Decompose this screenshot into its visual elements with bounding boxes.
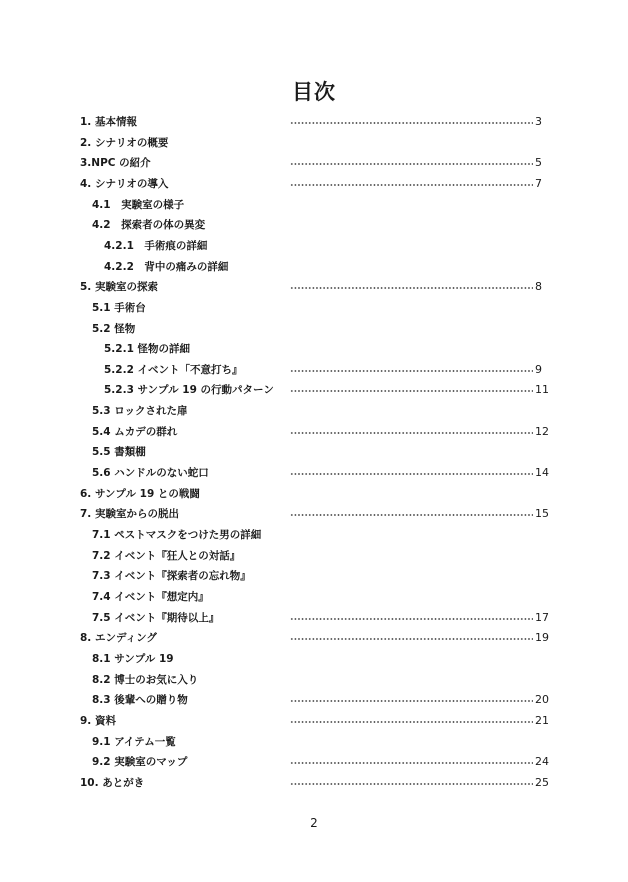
- toc-entry-label: 5.5 書類棚: [92, 446, 146, 459]
- dot-leader: [290, 184, 533, 186]
- toc-entry-label: 4.2.1 手術痕の詳細: [104, 239, 208, 252]
- toc-entry-page: 5: [535, 156, 542, 170]
- toc-entry[interactable]: [0, 277, 628, 297]
- toc-entry-label: 5.2 怪物: [92, 322, 136, 335]
- toc-entry[interactable]: [0, 380, 628, 400]
- toc-entry[interactable]: [0, 463, 628, 483]
- dot-leader: [290, 514, 533, 516]
- toc-entry[interactable]: [0, 422, 628, 442]
- toc-entry-page: 14: [535, 466, 549, 480]
- toc-entry-label: 5.4 ムカデの群れ: [92, 425, 178, 438]
- toc-entry[interactable]: [0, 298, 628, 318]
- dot-leader: [290, 163, 533, 165]
- toc-entry-page: 25: [535, 775, 549, 789]
- toc-entry-label: 4.2 探索者の体の異変: [92, 219, 206, 232]
- toc-entry-label: 7.2 イベント『狂人との対話』: [92, 549, 241, 562]
- dot-leader: [290, 287, 533, 289]
- toc-entry[interactable]: [0, 442, 628, 462]
- toc-entry-label: 9.2 実験室のマップ: [92, 756, 188, 769]
- toc-entry-page: 3: [535, 115, 542, 128]
- toc-entry[interactable]: [0, 319, 628, 339]
- toc-entry[interactable]: [0, 215, 628, 235]
- dot-leader: [290, 122, 533, 124]
- toc-entry-page: 12: [535, 424, 549, 438]
- toc-entry-label: 7.1 ペストマスクをつけた男の詳細: [92, 529, 262, 541]
- toc-entry[interactable]: [0, 360, 628, 380]
- toc-entry[interactable]: [0, 112, 628, 132]
- toc-entry-label: 7.5 イベント『期待以上』: [92, 611, 220, 624]
- toc-entry-page: 8: [535, 280, 542, 294]
- toc-entry[interactable]: [0, 484, 628, 504]
- toc-entry-label: 5.1 手術台: [92, 301, 146, 314]
- toc-entry-page: 11: [535, 383, 549, 397]
- toc-entry[interactable]: [0, 649, 628, 669]
- toc-entry-label: 8.3 後輩への贈り物: [92, 694, 188, 707]
- toc-entry-label: 6. サンプル 19 との戦闘: [80, 487, 200, 500]
- toc-entry-label: 8.1 サンプル 19: [92, 652, 174, 665]
- toc-entry[interactable]: [0, 174, 628, 194]
- toc-entry-label: 5. 実験室の探索: [80, 281, 158, 294]
- toc-entry[interactable]: [0, 670, 628, 690]
- toc-entry-label: 5.2.1 怪物の詳細: [104, 343, 191, 356]
- toc-entry-label: 4.1 実験室の様子: [92, 198, 185, 211]
- toc-entry[interactable]: [0, 504, 628, 524]
- dot-leader: [290, 618, 533, 620]
- toc-entry-page: 19: [535, 631, 549, 645]
- dot-leader: [290, 473, 533, 475]
- toc-entry-page: 15: [535, 507, 549, 521]
- toc-entry[interactable]: [0, 566, 628, 586]
- toc-entry-label: 10. あとがき: [80, 776, 145, 789]
- toc-entry[interactable]: [0, 401, 628, 421]
- toc-entry-label: 7.4 イベント『想定内』: [92, 590, 209, 603]
- toc-entry[interactable]: [0, 752, 628, 772]
- toc-entry[interactable]: [0, 587, 628, 607]
- toc-entry-label: 5.2.2 イベント「不意打ち』: [104, 363, 243, 376]
- toc-entry-label: 5.6 ハンドルのない蛇口: [92, 467, 209, 480]
- toc-entry[interactable]: [0, 257, 628, 277]
- toc-entry-label: 4.2.2 背中の痛みの詳細: [104, 260, 229, 273]
- toc-entry-page: 7: [535, 176, 542, 190]
- toc-entry-label: 1. 基本情報: [80, 116, 137, 128]
- dot-leader: [290, 432, 533, 434]
- toc-entry-label: 4. シナリオの導入: [80, 177, 169, 190]
- toc-entry-label: 2. シナリオの概要: [80, 136, 169, 149]
- dot-leader: [290, 638, 533, 640]
- toc-entry-page: 20: [535, 693, 549, 707]
- page-number: 2: [310, 816, 318, 830]
- toc-entry-page: 9: [535, 362, 542, 376]
- toc-entry-label: 3.NPC の紹介: [80, 157, 151, 170]
- toc-entry[interactable]: [0, 546, 628, 566]
- toc-entry[interactable]: [0, 608, 628, 628]
- toc-entry-label: 5.3 ロックされた扉: [92, 405, 188, 418]
- page-title: 目次: [292, 80, 336, 104]
- toc-entry-label: 9.1 アイテム一覧: [92, 735, 176, 748]
- dot-leader: [290, 390, 533, 392]
- dot-leader: [290, 700, 533, 702]
- toc-entry[interactable]: [0, 195, 628, 215]
- toc-entry-page: 21: [535, 713, 549, 727]
- toc-entry[interactable]: [0, 732, 628, 752]
- toc-entry[interactable]: [0, 711, 628, 731]
- toc-entry-label: 7. 実験室からの脱出: [80, 508, 179, 521]
- toc-entry[interactable]: [0, 525, 628, 545]
- toc-entry-page: 24: [535, 755, 549, 769]
- toc-entry[interactable]: [0, 628, 628, 648]
- toc-entry[interactable]: [0, 339, 628, 359]
- dot-leader: [290, 762, 533, 764]
- dot-leader: [290, 783, 533, 785]
- toc-entry[interactable]: [0, 133, 628, 153]
- toc-entry[interactable]: [0, 773, 628, 793]
- toc-entry-label: 5.2.3 サンプル 19 の行動パターン: [104, 384, 274, 397]
- toc-entry[interactable]: [0, 690, 628, 710]
- toc-entry-label: 9. 資料: [80, 714, 116, 727]
- dot-leader: [290, 370, 533, 372]
- toc-entry-label: 7.3 イベント『探索者の忘れ物』: [92, 570, 251, 583]
- toc-entry-label: 8.2 博士のお気に入り: [92, 673, 199, 686]
- toc-entry-page: 17: [535, 610, 549, 624]
- toc-entry[interactable]: [0, 236, 628, 256]
- toc-entry[interactable]: [0, 153, 628, 173]
- dot-leader: [290, 721, 533, 723]
- toc-entry-label: 8. エンディング: [80, 632, 157, 645]
